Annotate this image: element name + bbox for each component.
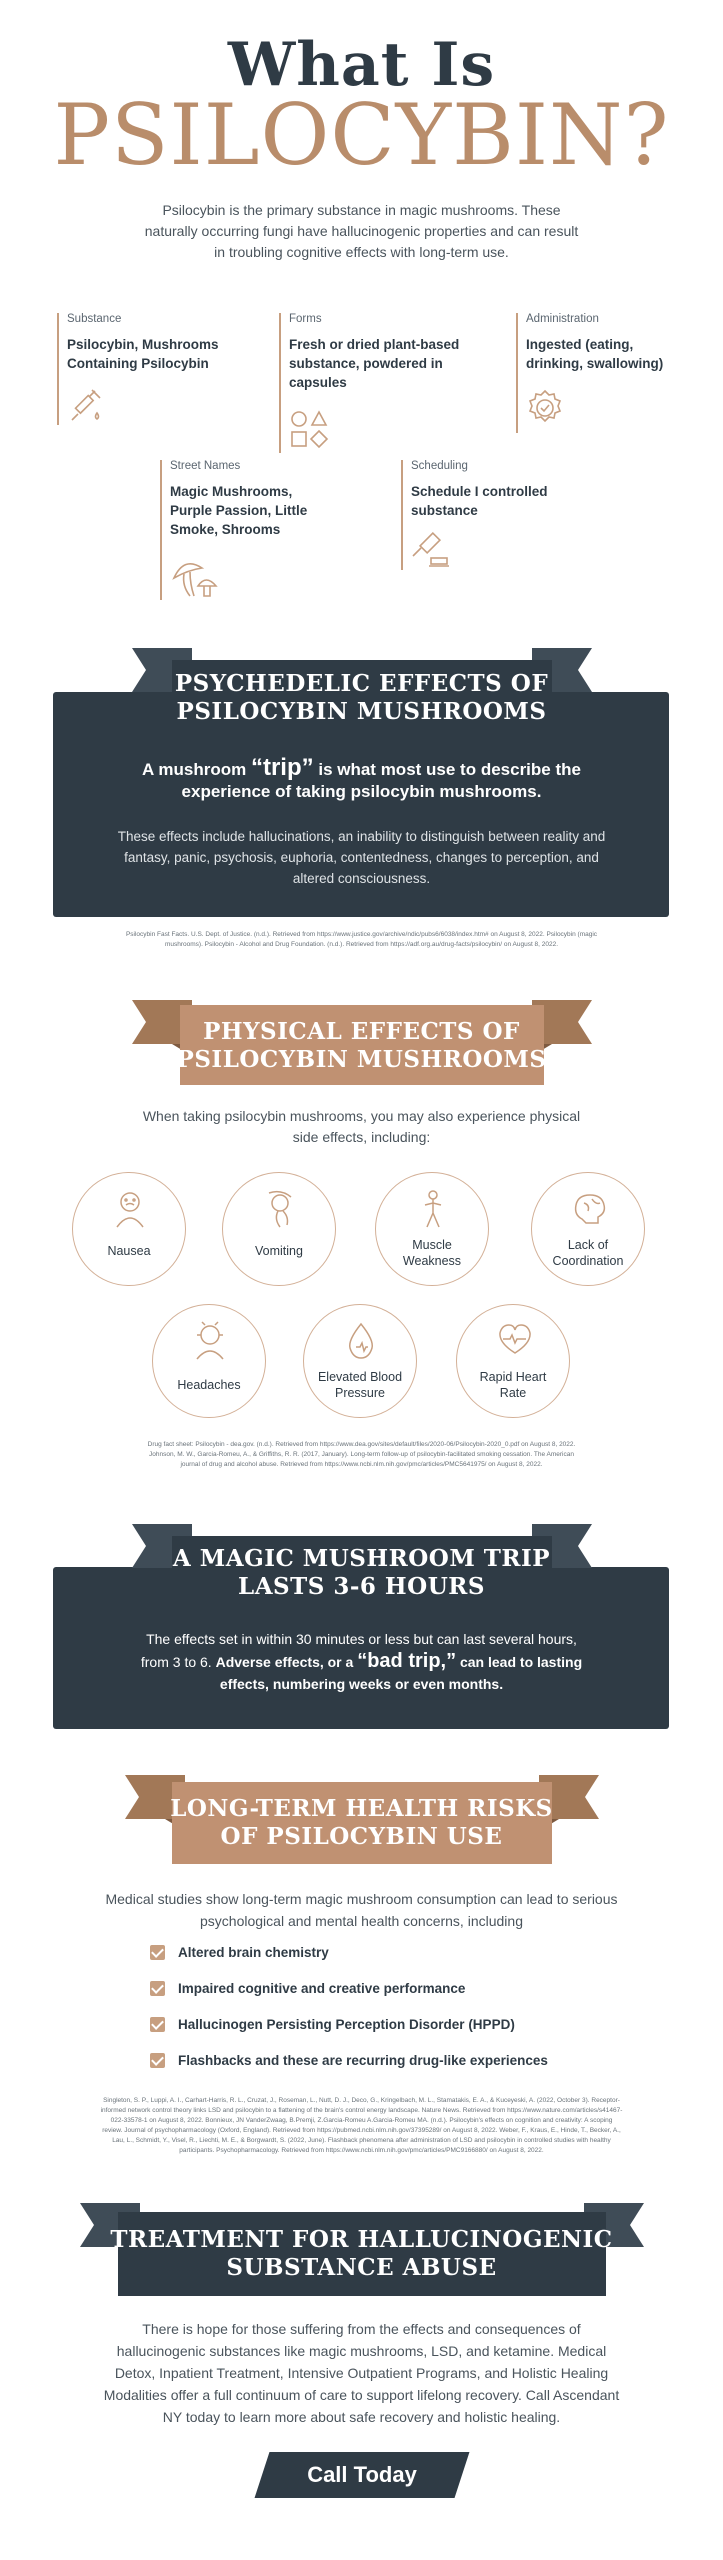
heart-rate-icon	[497, 1321, 533, 1357]
shapes-icon	[289, 409, 329, 449]
effect-nausea	[72, 1172, 186, 1286]
risks-references: Singleton, S. P., Luppi, A. I., Carhart-Harris, R. L., Cruzat, J., Roseman, L., Nutt, D. J., Deco, G., Kringelbach, M. L., Stamatakis, E. A., & Kuceyeski, A. (2022, October 3). Receptor-informed network control theory links LSD and psilocybin to a flattening of the brain's control energy landscape. Nature News. Retrieved from https://www.nature.com/articles/s41467-022-33578-1 on August 8, 2022. Bonnieux, JN VanderZwaag, B.Premji, Z.Garcia-Romeu A.Garcia-Romeu MA. (n.d.). Psilocybin's effects on cognition and creativity: A scoping review. Journal of psychopharmacology (Oxford, England). Retrieved from https://pubmed.ncbi.nlm.nih.gov/37395289/ on August 8, 2022. Weber, F., Kraus, E., Hinde, T., Becker, A., Lau, L., Schmidt, Y., Visel, R., Liechti, M. E., & Borgwardt, S. (2022, June). Flashback phenomena after administration of LSD and psilocybin in controlled studies with healthy participants. Psychopharmacology. Retrieved from https://www.ncbi.nlm.nih.gov/pmc/articles/PMC9166880/ on August 8, 2022.	[100, 2097, 623, 2154]
effect-elevated-blood-pressure	[303, 1304, 417, 1418]
psychedelic-heading-2: PSILOCYBIN MUSHROOMS	[176, 698, 547, 725]
fact-street-names	[160, 460, 340, 600]
trip-line: from 3 to 6.	[140, 1654, 216, 1670]
physical-intro: When taking psilocybin mushrooms, you may also experience physical side effects, including:	[142, 1108, 581, 1145]
page-title: What Is	[227, 30, 496, 100]
risk-item: Flashbacks and these are recurring drug-like experiences	[178, 2053, 548, 2068]
trip-bad-trip: “bad trip,”	[357, 1650, 457, 1672]
risk-item: Impaired cognitive and creative performance	[178, 1981, 466, 1996]
physical-heading-1: PHYSICAL EFFECTS OF	[203, 1018, 520, 1045]
risk-item: Altered brain chemistry	[178, 1945, 329, 1960]
trip-adverse: can lead to lasting	[456, 1654, 583, 1670]
effect-label: Headaches	[177, 1378, 241, 1392]
effect-muscle-weakness	[375, 1172, 489, 1286]
risks-heading-1: LONG-TERM HEALTH RISKS	[170, 1795, 553, 1822]
lead-text-2: experience of taking psilocybin mushrooms.	[181, 782, 542, 801]
risk-item: Hallucinogen Persisting Perception Disorder (HPPD)	[178, 2017, 515, 2032]
gavel-icon	[411, 532, 451, 568]
fact-scheduling	[401, 460, 581, 570]
lead-trip-word: “trip”	[250, 754, 314, 781]
risks-heading-2: OF PSILOCYBIN USE	[220, 1823, 503, 1850]
call-today-label[interactable]: Call Today	[307, 2462, 417, 2487]
check-icon	[150, 2017, 165, 2032]
trip-adverse: Adverse effects, or a	[215, 1654, 358, 1670]
vomiting-icon	[263, 1189, 297, 1229]
effect-label: Nausea	[107, 1244, 151, 1258]
fact-value: Magic Mushrooms, Purple Passion, Little Smoke, Shrooms	[170, 484, 308, 537]
fact-value: Schedule I controlled substance	[411, 484, 548, 518]
risks-intro: Medical studies show long-term magic mushroom consumption can lead to serious psychological and mental health concerns, including	[105, 1891, 618, 1929]
effect-label: Muscle Weakness	[402, 1238, 462, 1268]
treatment-heading-1: TREATMENT FOR HALLUCINOGENIC	[110, 2226, 613, 2253]
fact-substance	[57, 313, 237, 425]
fact-value: Ingested (eating, drinking, swallowing)	[526, 337, 664, 371]
syringe-icon	[67, 389, 103, 425]
fact-label: Street Names	[170, 460, 241, 472]
fact-value: Psilocybin, Mushrooms Containing Psilocybin	[67, 337, 219, 371]
headache-icon	[193, 1321, 227, 1361]
effect-label: Vomiting	[255, 1244, 303, 1258]
effect-rapid-heart-rate	[456, 1304, 570, 1418]
effect-vomiting	[222, 1172, 336, 1286]
effect-label: Rapid Heart Rate	[479, 1370, 547, 1400]
check-icon	[150, 1981, 165, 1996]
fact-forms	[279, 313, 469, 453]
psychedelic-body: These effects include hallucinations, an inability to distinguish between reality and fantasy, panic, psychosis, euphoria, contentedness, changes to perception, and altered consciousness.	[117, 829, 606, 886]
treatment-body: There is hope for those suffering from the effects and consequences of hallucinogenic substances like magic mushrooms, LSD, and ketamine. Medical Detox, Inpatient Treatment, Intensive Outpatient Programs, and Holistic Healing Modalities offer a full continuum of care to support lifelong recovery. Call Ascendant NY today to learn more about safe recovery and holistic healing.	[103, 2321, 620, 2425]
page-title-main: PSILOCYBIN?	[53, 86, 670, 184]
effect-headaches	[152, 1304, 266, 1418]
lead-text: A mushroom	[142, 760, 251, 779]
fact-label: Forms	[289, 313, 322, 325]
treatment-heading-2: SUBSTANCE ABUSE	[226, 2254, 497, 2281]
fact-label: Administration	[526, 313, 599, 325]
trip-heading-1: A MAGIC MUSHROOM TRIP	[172, 1545, 551, 1572]
psychedelic-lead	[90, 754, 633, 803]
trip-body	[90, 1628, 633, 1695]
trip-line-3: effects, numbering weeks or even months.	[219, 1676, 504, 1692]
fact-administration	[516, 313, 691, 433]
psychedelic-heading-1: PSYCHEDELIC EFFECTS OF	[174, 670, 549, 697]
psychedelic-references: Psilocybin Fast Facts. U.S. Dept. of Justice. (n.d.). Retrieved from https://www.justice.gov/archive/ndic/pubs6/6038/index.htm# on August 8, 2022. Psilocybin (magic mushrooms). Psilocybin - Alcohol and Drug Foundation. (n.d.). Retrieved from https://adf.org.au/drug-facts/psilocybin/ on August 8, 2022.	[125, 931, 598, 948]
fact-value: Fresh or dried plant-based substance, powdered in capsules	[289, 337, 460, 390]
check-icon	[150, 1945, 165, 1960]
fact-label: Scheduling	[411, 460, 468, 472]
blood-drop-icon	[344, 1321, 378, 1361]
physical-references: Drug fact sheet: Psilocybin - dea.gov. (n.d.). Retrieved from https://www.dea.gov/sites/default/files/2020-06/Psilocybin-2020_0.pdf on August 8, 2022. Johnson, M. W., Garcia-Romeu, A., & Griffiths, R. R. (2017, January). Long-term follow-up of psilocybin-facilitated smoking cessation. The American journal of drug and alcohol abuse. Retrieved from https://www.ncbi.nlm.nih.gov/pmc/articles/PMC5641975/ on August 8, 2022.	[147, 1441, 576, 1468]
brain-icon	[572, 1189, 608, 1229]
effect-label: Elevated Blood Pressure	[317, 1370, 403, 1400]
badge-icon	[526, 389, 564, 427]
physical-heading-2: PSILOCYBIN MUSHROOMS	[176, 1046, 547, 1073]
effect-lack-of-coordination	[531, 1172, 645, 1286]
mushroom-icon	[170, 556, 218, 600]
trip-heading-2: LASTS 3-6 HOURS	[238, 1573, 485, 1600]
effect-label: Lack of Coordination	[552, 1238, 624, 1268]
nausea-icon	[113, 1189, 147, 1229]
intro-text: Psilocybin is the primary substance in magic mushrooms. These naturally occurring fungi have hallucinogenic properties and can result in troubling cognitive effects with long-term use.	[144, 202, 579, 260]
muscle-weakness-icon	[416, 1189, 450, 1229]
trip-line: The effects set in within 30 minutes or less but can last several hours,	[146, 1631, 577, 1647]
lead-text: is what most use to describe the	[313, 760, 581, 779]
fact-label: Substance	[67, 313, 122, 325]
check-icon	[150, 2053, 165, 2068]
